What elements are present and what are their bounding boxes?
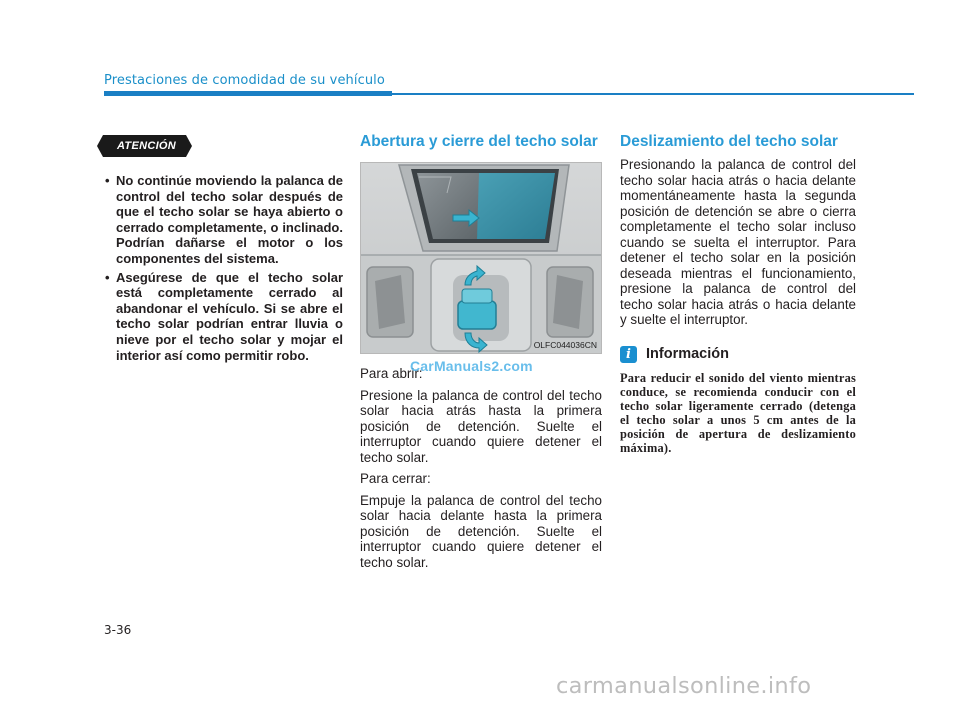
sunroof-diagram (361, 163, 601, 353)
section-title-open-close: Abertura y cierre del techo solar (360, 133, 598, 150)
page-number: 3-36 (104, 623, 132, 637)
warning-list (103, 173, 343, 363)
warning-item: • Asegúrese de que el techo solar está completamente cerrado al abandonar el vehículo. Si se abre el techo solar podrían entrar lluvia o nieve por el techo solar y mojar el interior así como permitir robo. (103, 270, 343, 364)
info-header (620, 346, 856, 363)
warning-badge: ATENCIÓN (103, 135, 186, 157)
open-text: Presione la palanca de control del techo solar hacia atrás hasta la primera posición de detención. Suelte el interruptor cuando quiere detener el techo solar. (360, 387, 602, 465)
header-bar (104, 91, 392, 96)
header-title: Prestaciones de comodidad de su vehículo (104, 73, 385, 88)
info-text: Para reducir el sonido del viento mientras conduce, se recomienda conducir con el techo solar ligeramente cerrado (detenga el techo solar a unos 5 cm antes de la posición de apertura de deslizamiento máxima). (620, 370, 856, 455)
close-label: Para cerrar: (360, 471, 431, 486)
open-label: Para abrir: (360, 366, 423, 381)
section-title-slide: Deslizamiento del techo solar (620, 133, 838, 150)
footer-watermark: carmanualsonline.info (556, 673, 812, 699)
close-text: Empuje la palanca de control del techo solar hacia delante hasta la primera posición de detención. Suelte el interruptor cuando quiere detener el techo solar. (360, 492, 602, 570)
warning-item: • No continúe moviendo la palanca de control del techo solar después de que el techo solar se haya abierto o cerrado completamente, o inclinado. Podrían dañarse el motor o los componentes del sistema. (103, 173, 343, 267)
info-title: Información (646, 346, 729, 362)
figure-code: OLFC044036CN (533, 340, 597, 350)
site-watermark: CarManuals2.com (410, 358, 533, 374)
sunroof-illustration (360, 162, 602, 354)
open-close-column (360, 133, 602, 570)
header-rule (392, 93, 914, 95)
info-icon: i (620, 346, 637, 363)
slide-column (620, 133, 856, 455)
slide-text: Presionando la palanca de control del techo solar hacia atrás o hacia delante momentáneamente hasta la segunda posición de detención se abre o cierra completamente el techo solar incluso cuando se suelta el interruptor. Para detener el techo solar en la posición deseada mientras el funcionamiento, presione la palanca de control del techo solar hacia atrás o hacia delante y suelte el interruptor. (620, 157, 856, 327)
warning-column (103, 135, 343, 366)
